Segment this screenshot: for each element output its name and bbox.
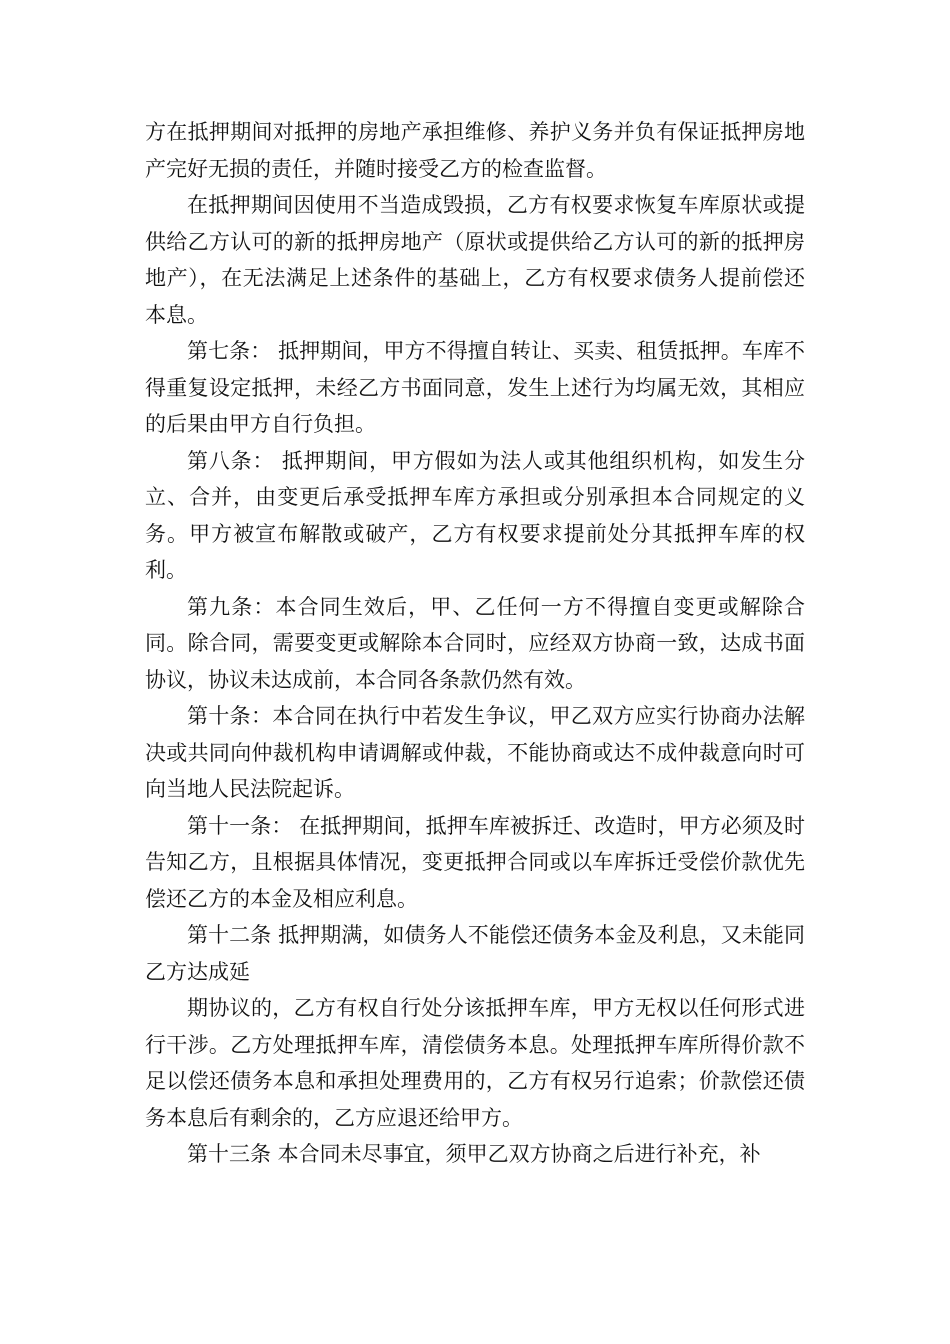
article-11	[145, 808, 805, 918]
paragraph-text: 抵押期间，甲方假如为法人或其他组织机构，如发生分立、合并，由变更后承受抵押车库方承担或分别承担本合同规定的义务。甲方被宣布解散或破产，乙方有权要求提前处分其抵押车库的权利。	[145, 448, 805, 582]
paragraph-text: 本合同未尽事宜，须甲乙双方协商之后进行补充，补	[271, 1142, 761, 1166]
paragraph-text: 在抵押期间因使用不当造成毁损，乙方有权要求恢复车库原状或提供给乙方认可的新的抵押房地产（原状或提供给乙方认可的新的抵押房地产），在无法满足上述条件的基础上，乙方有权要求债务人提前偿还本息。	[145, 193, 805, 327]
article-label: 第九条	[187, 594, 254, 619]
paragraph-text: 在抵押期间，抵押车库被拆迁、改造时，甲方必须及时告知乙方，且根据具体情况，变更抵押合同或以车库拆迁受偿价款优先偿还乙方的本金及相应利息。	[145, 813, 805, 911]
article-10	[145, 698, 805, 808]
article-label: 第十条	[187, 704, 251, 728]
paragraph-text: ：本合同在执行中若发生争议，甲乙双方应实行协商办法解决或共同向仲裁机构申请调解或仲裁，不能协商或达不成仲裁意向时可向当地人民法院起诉。	[145, 704, 806, 801]
paragraph-text: 抵押期满，如债务人不能偿还债务本金及利息，又未能同乙方达成延	[145, 923, 805, 984]
article-label: 第十三条	[187, 1142, 271, 1166]
paragraph-text: 抵押期间，甲方不得擅自转让、买卖、租赁抵押。车库不得重复设定抵押，未经乙方书面同意，发生上述行为均属无效，其相应的后果由甲方自行负担。	[145, 339, 805, 436]
article-label: 第八条：	[187, 448, 275, 473]
article-8	[145, 443, 805, 589]
article-13	[145, 1136, 805, 1173]
paragraph-1	[145, 114, 805, 187]
article-9	[145, 589, 805, 699]
article-label: 第十一条：	[187, 813, 293, 838]
article-12	[145, 917, 805, 990]
paragraph-text: 方在抵押期间对抵押的房地产承担维修、养护义务并负有保证抵押房地产完好无损的责任，并随时接受乙方的检查监督。	[145, 120, 805, 181]
article-12-continued	[145, 990, 805, 1136]
article-label: 第七条：	[187, 339, 272, 363]
paragraph-text: 期协议的，乙方有权自行处分该抵押车库，甲方无权以任何形式进行干涉。乙方处理抵押车库，清偿债务本息。处理抵押车库所得价款不足以偿还债务本息和承担处理费用的，乙方有权另行追索；价款偿还债务本息后有剩余的，乙方应退还给甲方。	[145, 996, 805, 1130]
article-7	[145, 333, 805, 443]
paragraph-text: ：本合同生效后，甲、乙任何一方不得擅自变更或解除合同。除合同，需要变更或解除本合同时，应经双方协商一致，达成书面协议，协议未达成前，本合同各条款仍然有效。	[145, 594, 806, 692]
document-page	[145, 114, 805, 1173]
paragraph-2	[145, 187, 805, 333]
article-label: 第十二条	[187, 923, 272, 947]
